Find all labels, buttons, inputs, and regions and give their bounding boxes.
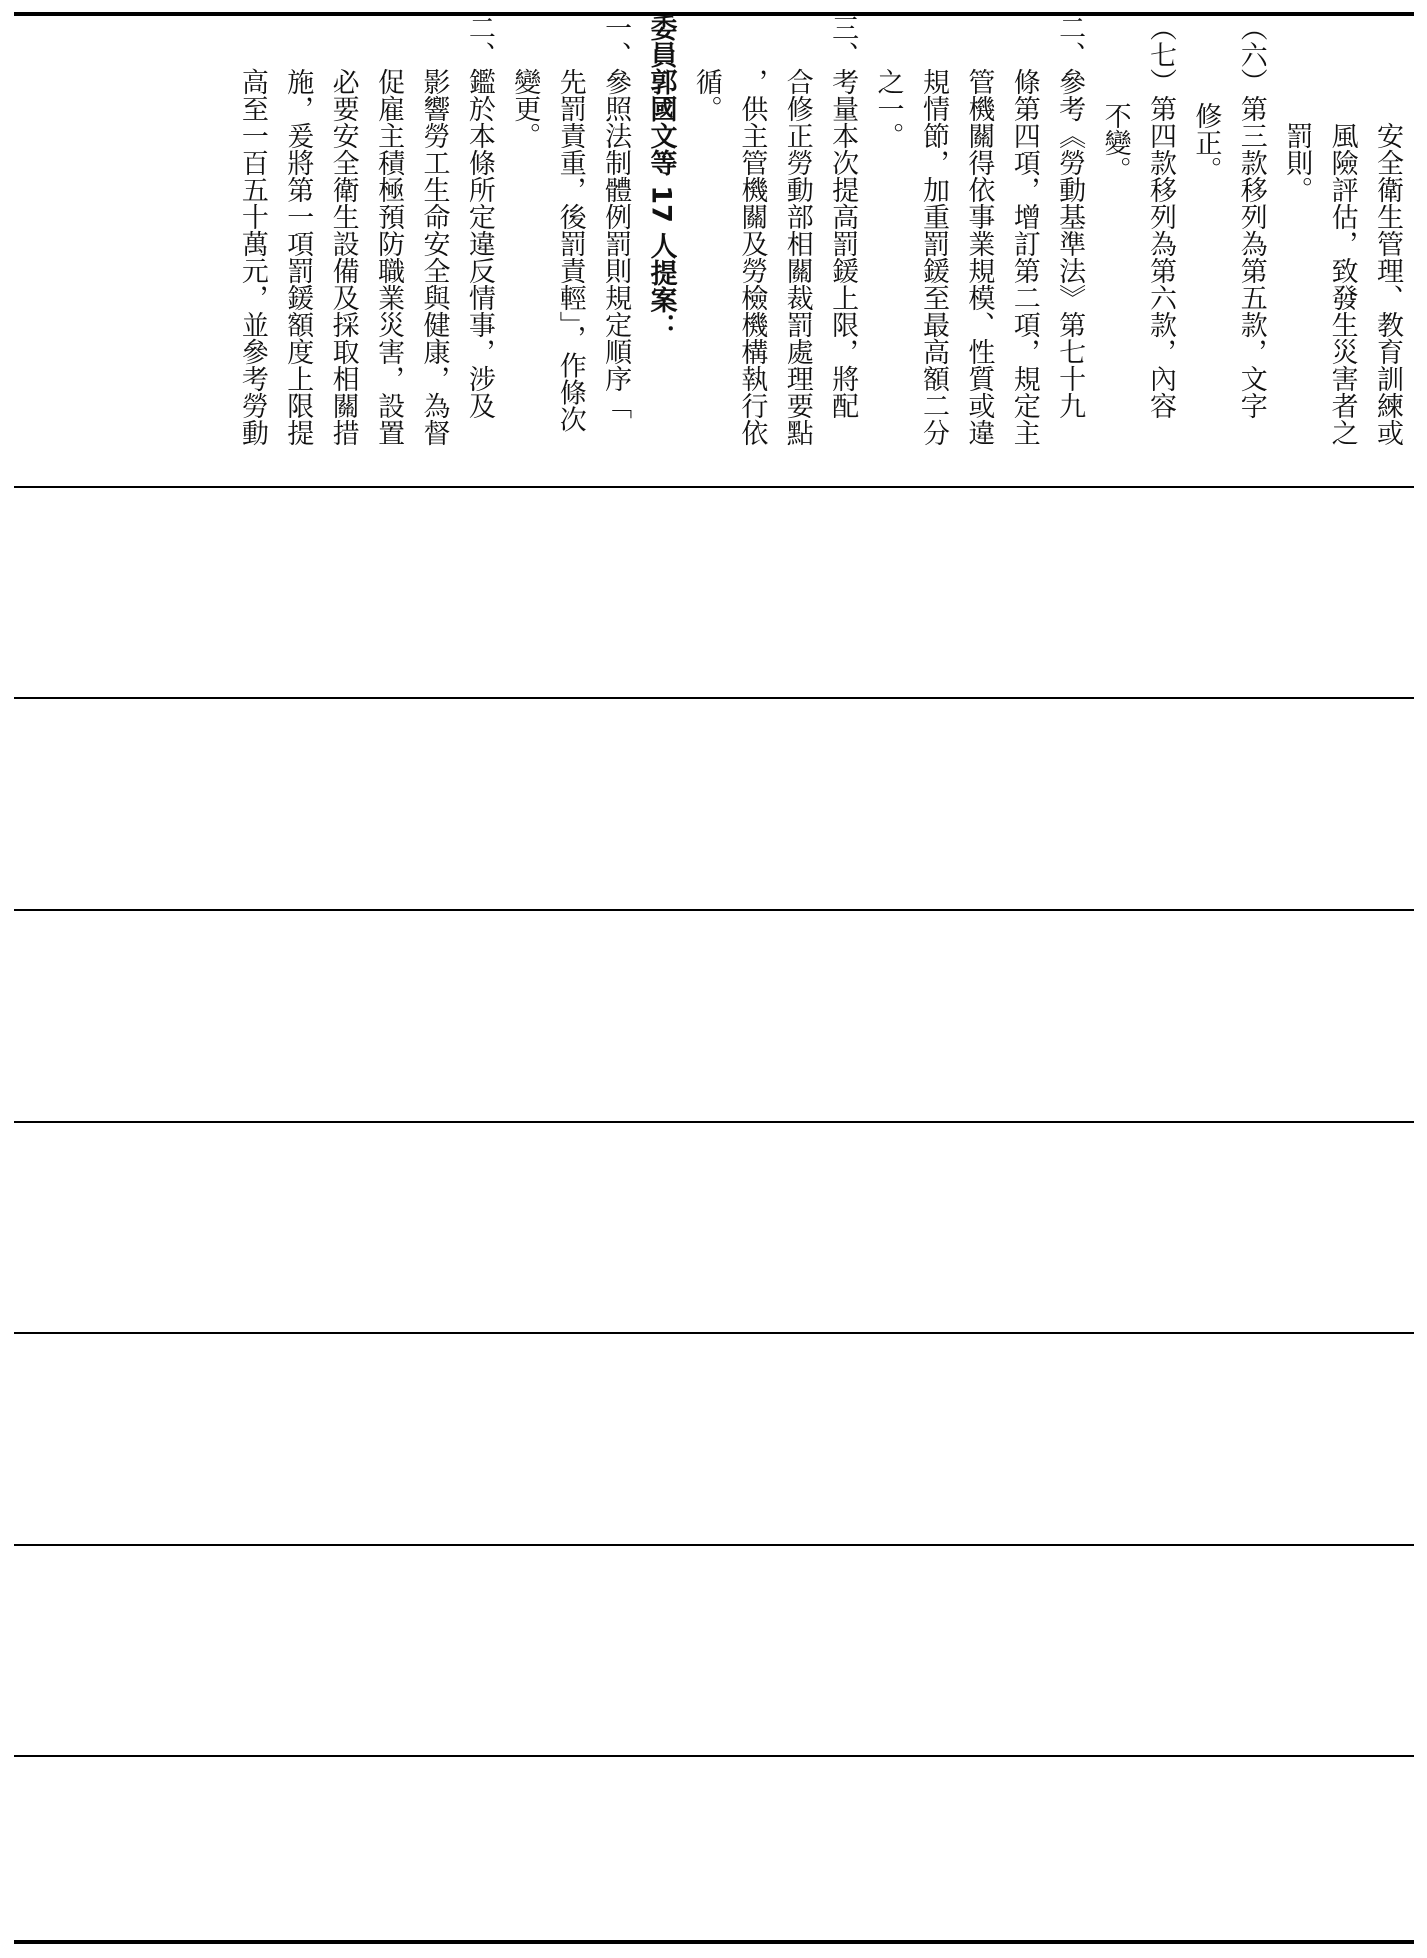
explanation-cell	[18, 14, 1410, 484]
text-line: 促雇主積極預防職業災害，設置	[373, 68, 405, 446]
text-line: 修正。	[1190, 102, 1222, 183]
text-line: （七）第四款移列為第六款，內容	[1144, 14, 1176, 419]
text-line: 二、鑑於本條所定違反情事，涉及	[463, 14, 495, 419]
row-divider	[14, 697, 1414, 699]
row-divider	[14, 909, 1414, 911]
row-divider	[14, 486, 1414, 488]
text-line: 施，爰將第一項罰鍰額度上限提	[282, 68, 314, 446]
row-divider	[14, 1544, 1414, 1546]
text-line: 循。	[690, 68, 722, 122]
row-divider	[14, 1332, 1414, 1334]
text-line: 二、參考《勞動基準法》第七十九	[1054, 14, 1086, 419]
text-line: 風險評估，致發生災害者之	[1326, 122, 1358, 446]
text-line: 三、考量本次提高罰鍰上限，將配	[827, 14, 859, 419]
text-line: 變更。	[509, 68, 541, 149]
text-line: ，供主管機關及勞檢機構執行依	[736, 68, 768, 446]
proposal-heading: 委員郭國文等 17 人提案：	[645, 14, 677, 341]
text-line: 合修正勞動部相關裁罰處理要點	[781, 68, 813, 446]
text-line: 不變。	[1099, 102, 1131, 183]
row-divider	[14, 1121, 1414, 1123]
bottom-border	[14, 1940, 1414, 1944]
text-line: 之一。	[872, 68, 904, 149]
text-line: 先罰責重，後罰責輕」，作條次	[554, 68, 586, 433]
text-line: 條第四項，增訂第二項，規定主	[1008, 68, 1040, 446]
text-line: （六）第三款移列為第五款，文字	[1235, 14, 1267, 419]
text-line: 安全衛生管理、教育訓練或	[1372, 122, 1403, 446]
text-line: 罰則。	[1281, 122, 1313, 203]
text-line: 必要安全衛生設備及採取相關措	[327, 68, 359, 446]
text-line: 管機關得依事業規模、性質或違	[963, 68, 995, 446]
text-line: 影響勞工生命安全與健康，為督	[418, 68, 450, 446]
text-line: 高至一百五十萬元，並參考勞動	[236, 68, 268, 446]
text-line: 一、參照法制體例罰則規定順序「	[600, 14, 632, 419]
row-divider	[14, 1755, 1414, 1757]
text-line: 規情節，加重罰鍰至最高額二分	[917, 68, 949, 446]
